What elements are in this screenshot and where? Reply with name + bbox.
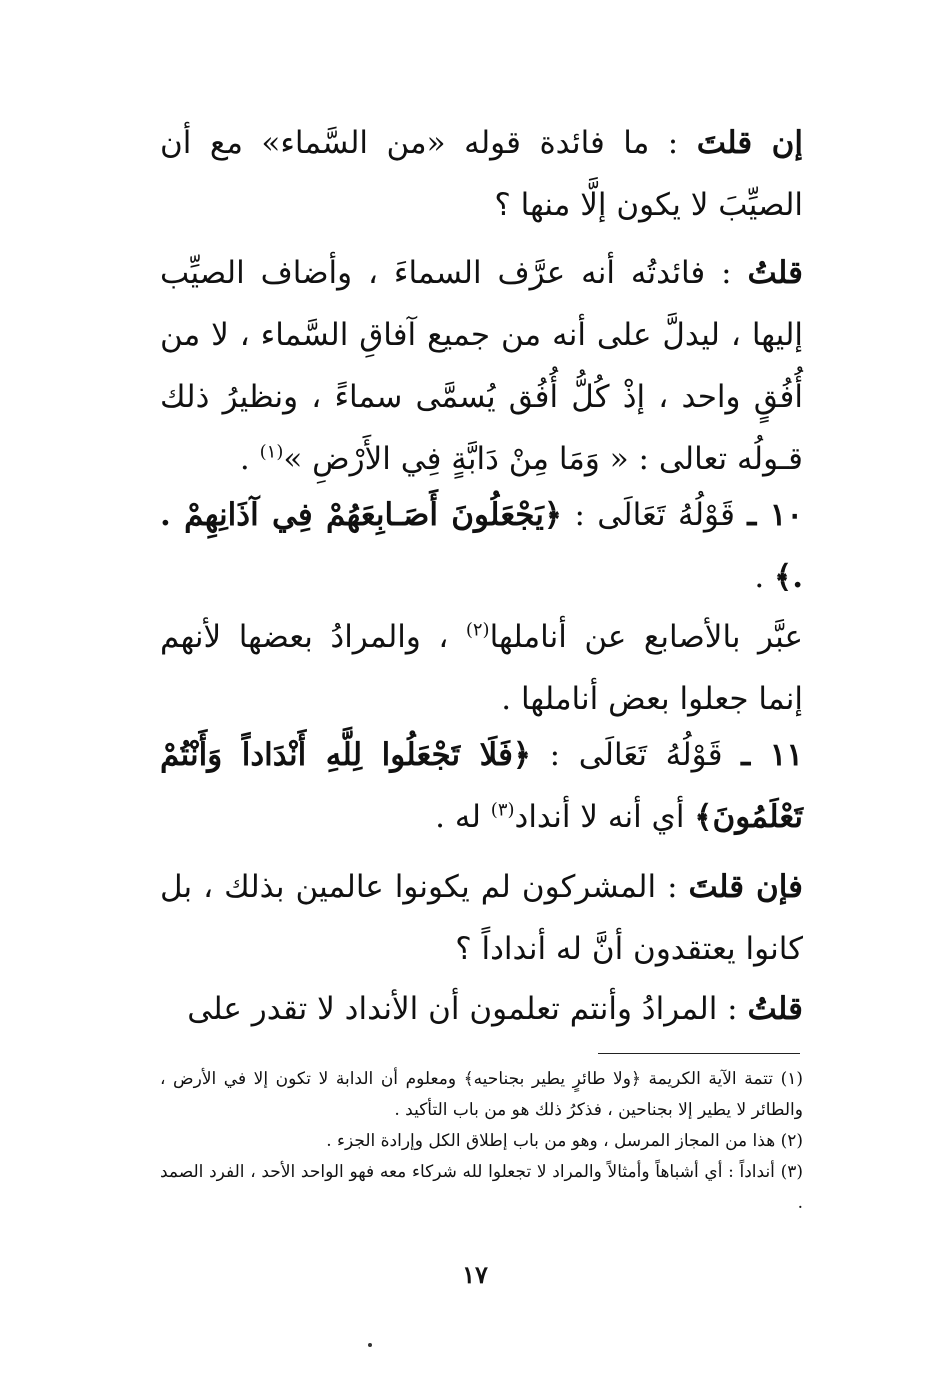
page-number: ١٧ xyxy=(462,1260,488,1289)
separator: : xyxy=(562,497,598,533)
paragraph-text-2: ، والمرادُ بعضها لأنهم إنما جعلوا بعض أناملها . xyxy=(160,619,803,717)
paragraph-answer-2 xyxy=(160,978,803,1040)
footnotes xyxy=(160,1064,803,1219)
paragraph-text: : فائدتُه أنه عرَّف السماءَ ، وأضاف الصيِّب إليها ، ليدلَّ على أنه من جميع آفاقِ السَّماء ، لا من أُفُقٍ واحد ، إذْ كُلُّ أُفُق يُسمَّى سماءً ، ونظيرُ ذلك قـولُه تعالى : « وَمَا مِنْ دَابَّةٍ فِي الأَرْضِ » xyxy=(160,255,803,477)
verse-intro: قَوْلُهُ تَعَالَى xyxy=(578,737,723,773)
paragraph-explanation-10 xyxy=(160,606,803,730)
answer-lead: قلتُ xyxy=(747,991,803,1027)
paragraph-verse-10 xyxy=(160,484,803,608)
paragraph-text: : المشركون لم يكونوا عالمين بذلك ، بل كانوا يعتقدون أنَّ له أنداداً ؟ xyxy=(160,869,803,967)
footnote-ref-3: (٣) xyxy=(490,799,515,821)
paragraph-end: . xyxy=(239,441,260,477)
scan-speck xyxy=(368,1343,372,1347)
quran-verse: ﴿فَلَا تَجْعَلُوا لِلَّهِ أَنْدَاداً وَأَنْتُمْ تَعْلَمُونَ﴾ xyxy=(160,737,803,835)
item-number: ١٠ ـ xyxy=(747,497,803,533)
footnote-ref-2: (٢) xyxy=(465,619,490,641)
paragraph-question-2 xyxy=(160,856,803,980)
verse-intro: قَوْلُهُ تَعَالَى xyxy=(597,497,735,533)
separator: : xyxy=(531,737,579,773)
paragraph-verse-11 xyxy=(160,724,803,848)
footnote-3: (٣) أنداداً : أي أشباهاً وأمثالاً والمراد لا تجعلوا لله شركاء معه فهو الواحد الأحد ، الفرد الصمد . xyxy=(160,1162,803,1213)
paragraph-text: أي أنه لا أنداد xyxy=(514,799,695,835)
footnote-2: (٢) هذا من المجاز المرسل ، وهو من باب إطلاق الكل وإرادة الجزء . xyxy=(326,1131,803,1151)
paragraph-text: : ما فائدة قوله «من السَّماء» مع أن الصيِّبَ لا يكون إلَّا منها ؟ xyxy=(160,125,803,223)
footnote-ref-1: (١) xyxy=(259,441,284,463)
question-lead: فإن قلتَ xyxy=(688,869,804,905)
paragraph-end: . xyxy=(754,559,775,595)
footnote-1: (١) تتمة الآية الكريمة ﴿ولا طائرٍ يطير بجناحيه﴾ ومعلوم أن الدابة لا تكون إلا في الأرض ، والطائر لا يطير إلا بجناحين ، فذكرُ ذلك هو من باب التأكيد . xyxy=(160,1069,803,1120)
answer-lead: قلتُ xyxy=(747,255,803,291)
quran-verse: ﴿يَجْعَلُونَ أَصَـابِعَهُمْ فِي آذَانِهِمْ . .﴾ xyxy=(160,497,803,595)
paragraph-question-1 xyxy=(160,112,803,236)
footnote-divider xyxy=(598,1053,800,1054)
paragraph-answer-1 xyxy=(160,242,803,490)
item-number: ١١ ـ xyxy=(741,737,804,773)
question-lead: إن قلتَ xyxy=(696,125,803,161)
paragraph-text: : المرادُ وأنتم تعلمون أن الأنداد لا تقدر على xyxy=(187,991,748,1027)
paragraph-text: عبَّر بالأصابع عن أناملها xyxy=(489,619,803,655)
paragraph-end: له . xyxy=(435,799,491,835)
